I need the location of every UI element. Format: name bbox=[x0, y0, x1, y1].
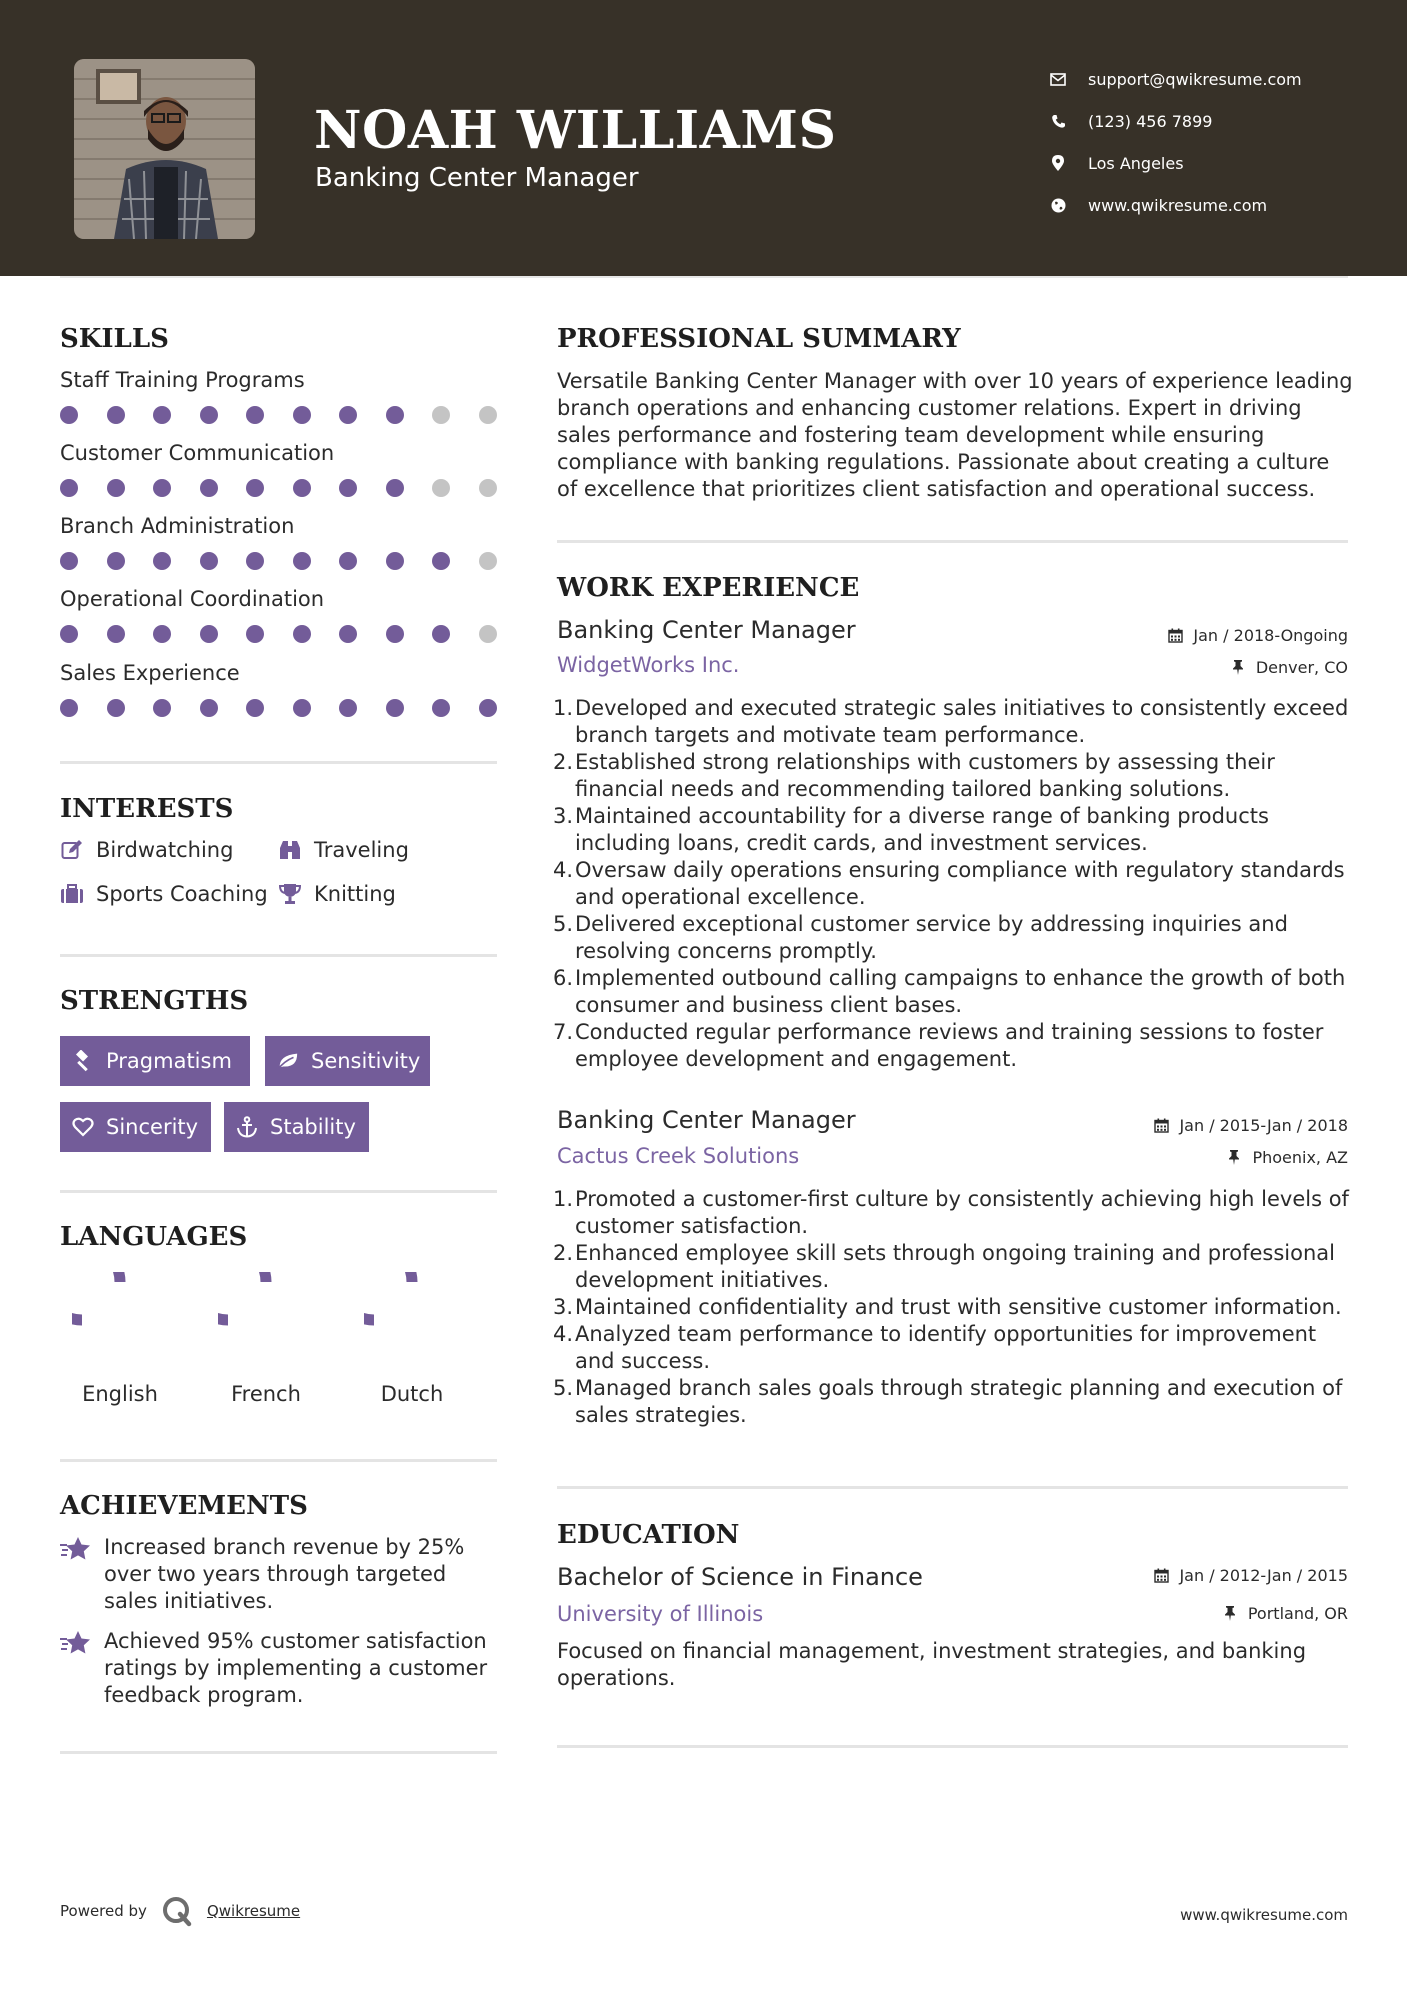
responsibility-item: 1. Promoted a customer-first culture by consistently achieving high levels of customer satisfaction. bbox=[552, 1187, 1349, 1238]
pushpin-icon bbox=[1230, 660, 1246, 676]
summary-text: Versatile Banking Center Manager with over 10 years of experience leading branch operations and enhancing customer relations. Expert in driving sales performance and fostering team development while ensuring compliance with banking regulations. Passionate about creating a culture of excellence that prioritizes client satisfaction and operational success. bbox=[557, 369, 1353, 501]
interest-item bbox=[278, 882, 396, 906]
section-divider bbox=[60, 954, 497, 957]
skill-dot-filled bbox=[339, 479, 357, 497]
interest-label: Sports Coaching bbox=[96, 882, 268, 906]
strength-badge bbox=[265, 1036, 430, 1086]
skill-name: Staff Training Programs bbox=[60, 368, 305, 392]
skill-dot-filled bbox=[246, 625, 264, 643]
skill-dot-filled bbox=[432, 699, 450, 717]
skill-dot-filled bbox=[293, 406, 311, 424]
responsibility-item: 3. Maintained confidentiality and trust with sensitive customer information. bbox=[552, 1295, 1342, 1319]
language-proficiency-arc bbox=[72, 1272, 120, 1320]
section-divider bbox=[557, 540, 1348, 543]
trophy-icon bbox=[278, 882, 302, 906]
header-divider bbox=[60, 276, 1348, 278]
globe-icon bbox=[1050, 197, 1066, 213]
section-divider bbox=[60, 1751, 497, 1754]
skill-dot-filled bbox=[107, 552, 125, 570]
strength-label: Pragmatism bbox=[106, 1049, 232, 1073]
strengths-heading: STRENGTHS bbox=[60, 986, 249, 1016]
skill-name: Customer Communication bbox=[60, 441, 335, 465]
gavel-icon bbox=[72, 1050, 94, 1072]
skill-dot-filled bbox=[200, 625, 218, 643]
strength-badge bbox=[60, 1102, 211, 1152]
education-heading: EDUCATION bbox=[557, 1520, 740, 1550]
strength-label: Sincerity bbox=[106, 1115, 199, 1139]
achievements-heading: ACHIEVEMENTS bbox=[60, 1491, 308, 1521]
responsibility-item: 4. Analyzed team performance to identify opportunities for improvement and success. bbox=[552, 1322, 1317, 1373]
skill-dot-filled bbox=[60, 625, 78, 643]
contact-phone[interactable] bbox=[1050, 100, 1302, 142]
skill-dot-filled bbox=[246, 552, 264, 570]
skill-dot-filled bbox=[200, 479, 218, 497]
skill-dot-filled bbox=[153, 479, 171, 497]
strength-label: Stability bbox=[270, 1115, 356, 1139]
achievement-text: Achieved 95% customer satisfaction ratings by implementing a customer feedback program. bbox=[104, 1629, 488, 1707]
skill-dot-filled bbox=[107, 406, 125, 424]
skill-dot-filled bbox=[153, 552, 171, 570]
job-location-text: Phoenix, AZ bbox=[1252, 1148, 1348, 1167]
contact-location bbox=[1050, 142, 1302, 184]
education-dates bbox=[1153, 1566, 1348, 1585]
binoculars-icon bbox=[278, 838, 302, 862]
calendar-icon bbox=[1153, 1568, 1169, 1584]
skill-dot-filled bbox=[293, 552, 311, 570]
achievement-item bbox=[60, 1534, 500, 1615]
powered-by-label: Powered by bbox=[60, 1902, 147, 1920]
skill-dot-filled bbox=[386, 479, 404, 497]
responsibility-item: 3. Maintained accountability for a diverse range of banking products including loans, credit cards, and investment services. bbox=[552, 804, 1269, 855]
skill-dot-filled bbox=[107, 699, 125, 717]
job-location bbox=[1226, 1148, 1348, 1167]
heart-icon bbox=[72, 1116, 94, 1138]
responsibility-item: 2. Enhanced employee skill sets through ongoing training and professional development initiatives. bbox=[552, 1241, 1335, 1292]
interest-label: Birdwatching bbox=[96, 838, 234, 862]
skill-dot-filled bbox=[293, 625, 311, 643]
skill-dot-filled bbox=[200, 699, 218, 717]
skill-dot-filled bbox=[60, 699, 78, 717]
brand-link[interactable]: Qwikresume bbox=[206, 1902, 301, 1920]
skill-dot-filled bbox=[200, 406, 218, 424]
skill-dot-filled bbox=[246, 406, 264, 424]
skill-dot-filled bbox=[339, 406, 357, 424]
contact-website[interactable] bbox=[1050, 184, 1302, 226]
interest-label: Traveling bbox=[314, 838, 409, 862]
contact-location-text: Los Angeles bbox=[1088, 153, 1184, 173]
language-label: Dutch bbox=[380, 1382, 444, 1406]
skill-dot-filled bbox=[386, 552, 404, 570]
skill-dot-filled bbox=[386, 699, 404, 717]
language-proficiency-arc bbox=[364, 1272, 412, 1320]
envelope-icon bbox=[1050, 71, 1066, 87]
degree-title: Bachelor of Science in Finance bbox=[557, 1563, 923, 1591]
language-ring bbox=[364, 1272, 460, 1368]
achievement-item bbox=[60, 1628, 500, 1709]
languages-heading: LANGUAGES bbox=[60, 1222, 248, 1252]
skill-dot-filled bbox=[293, 699, 311, 717]
skill-dot-filled bbox=[339, 625, 357, 643]
strength-label: Sensitivity bbox=[311, 1049, 421, 1073]
skill-dot-empty bbox=[432, 406, 450, 424]
responsibility-item: 7. Conducted regular performance reviews and training sessions to foster employee development and engagement. bbox=[552, 1020, 1324, 1071]
contact-email[interactable] bbox=[1050, 58, 1302, 100]
calendar-icon bbox=[1153, 1118, 1169, 1134]
achievement-text: Increased branch revenue by 25% over two years through targeted sales initiatives. bbox=[104, 1535, 465, 1613]
skill-dot-filled bbox=[60, 479, 78, 497]
footer-url[interactable]: www.qwikresume.com bbox=[1180, 1906, 1348, 1924]
leaf-icon bbox=[277, 1050, 299, 1072]
skill-dot-filled bbox=[200, 552, 218, 570]
skill-dot-empty bbox=[479, 479, 497, 497]
responsibility-item: 6. Implemented outbound calling campaigns to enhance the growth of both consumer and business client bases. bbox=[552, 966, 1346, 1017]
pushpin-icon bbox=[1222, 1606, 1238, 1622]
language-ring bbox=[218, 1272, 314, 1368]
job-title: Banking Center Manager bbox=[557, 616, 856, 644]
contact-list bbox=[1050, 58, 1302, 226]
pushpin-icon bbox=[1226, 1150, 1242, 1166]
calendar-icon bbox=[1167, 628, 1183, 644]
footer-branding bbox=[60, 1895, 300, 1927]
star-icon bbox=[60, 1536, 94, 1615]
interests-heading: INTERESTS bbox=[60, 794, 234, 824]
interest-label: Knitting bbox=[314, 882, 396, 906]
strength-badge bbox=[224, 1102, 369, 1152]
section-divider bbox=[557, 1486, 1348, 1489]
job-dates-text: Jan / 2018-Ongoing bbox=[1193, 626, 1348, 645]
skill-dot-filled bbox=[293, 479, 311, 497]
interest-item bbox=[60, 882, 268, 906]
section-divider bbox=[60, 1459, 497, 1462]
skill-dot-filled bbox=[153, 625, 171, 643]
education-location-text: Portland, OR bbox=[1247, 1604, 1348, 1623]
qwikresume-logo-icon bbox=[161, 1895, 193, 1927]
job-dates bbox=[1167, 626, 1348, 645]
job-location bbox=[1230, 658, 1348, 677]
phone-icon bbox=[1050, 113, 1066, 129]
company-name: WidgetWorks Inc. bbox=[557, 653, 740, 677]
skill-dot-filled bbox=[432, 625, 450, 643]
responsibility-list bbox=[552, 695, 1357, 1073]
education-description: Focused on financial management, investment strategies, and banking operations. bbox=[557, 1639, 1307, 1690]
strength-badge bbox=[60, 1036, 250, 1086]
skill-dot-filled bbox=[107, 625, 125, 643]
language-proficiency-arc bbox=[218, 1272, 266, 1320]
resume-header bbox=[0, 0, 1407, 276]
job-dates bbox=[1153, 1116, 1348, 1135]
skill-dot-filled bbox=[246, 699, 264, 717]
company-name: Cactus Creek Solutions bbox=[557, 1144, 800, 1168]
skill-dot-filled bbox=[60, 552, 78, 570]
skills-heading: SKILLS bbox=[60, 324, 169, 354]
responsibility-list bbox=[552, 1186, 1357, 1429]
skill-dot-filled bbox=[246, 479, 264, 497]
language-ring bbox=[72, 1272, 168, 1368]
skill-dot-filled bbox=[107, 479, 125, 497]
responsibility-item: 4. Oversaw daily operations ensuring compliance with regulatory standards and operational excellence. bbox=[552, 858, 1345, 909]
job-location-text: Denver, CO bbox=[1255, 658, 1348, 677]
section-divider bbox=[60, 761, 497, 764]
responsibility-item: 2. Established strong relationships with customers by assessing their financial needs and recommending tailored banking solutions. bbox=[552, 750, 1275, 801]
education-dates-text: Jan / 2012-Jan / 2015 bbox=[1179, 1566, 1348, 1585]
skill-dot-filled bbox=[153, 406, 171, 424]
skill-name: Operational Coordination bbox=[60, 587, 325, 611]
skill-dot-filled bbox=[153, 699, 171, 717]
contact-phone-text: (123) 456 7899 bbox=[1088, 111, 1213, 131]
contact-website-text: www.qwikresume.com bbox=[1088, 195, 1268, 215]
section-divider bbox=[60, 1190, 497, 1193]
skill-name: Branch Administration bbox=[60, 514, 295, 538]
interest-item bbox=[60, 838, 233, 862]
responsibility-item: 5. Managed branch sales goals through strategic planning and execution of sales strategies. bbox=[552, 1376, 1343, 1427]
job-dates-text: Jan / 2015-Jan / 2018 bbox=[1179, 1116, 1348, 1135]
candidate-title: Banking Center Manager bbox=[315, 163, 639, 193]
pencil-square-icon bbox=[60, 838, 84, 862]
profile-photo bbox=[74, 59, 255, 239]
skill-dot-filled bbox=[60, 406, 78, 424]
skill-dot-empty bbox=[479, 552, 497, 570]
map-pin-icon bbox=[1050, 155, 1066, 171]
job-title: Banking Center Manager bbox=[557, 1106, 856, 1134]
anchor-icon bbox=[236, 1116, 258, 1138]
responsibility-item: 5. Delivered exceptional customer service by addressing inquiries and resolving concerns promptly. bbox=[552, 912, 1288, 963]
section-divider bbox=[557, 1745, 1348, 1748]
interest-item bbox=[278, 838, 409, 862]
experience-heading: WORK EXPERIENCE bbox=[557, 573, 860, 603]
skill-dot-filled bbox=[339, 552, 357, 570]
skill-dot-filled bbox=[432, 552, 450, 570]
responsibility-item: 1. Developed and executed strategic sales initiatives to consistently exceed branch targets and motivate team performance. bbox=[552, 696, 1349, 747]
star-icon bbox=[60, 1630, 94, 1709]
briefcase-icon bbox=[60, 882, 84, 906]
skill-dot-filled bbox=[386, 406, 404, 424]
school-name: University of Illinois bbox=[557, 1602, 764, 1626]
candidate-name: NOAH WILLIAMS bbox=[314, 100, 837, 161]
skill-dot-filled bbox=[386, 625, 404, 643]
skill-dot-filled bbox=[339, 699, 357, 717]
education-location bbox=[1222, 1604, 1348, 1623]
summary-heading: PROFESSIONAL SUMMARY bbox=[557, 324, 961, 354]
skill-name: Sales Experience bbox=[60, 661, 240, 685]
language-item bbox=[50, 1272, 190, 1406]
skill-dot-filled bbox=[479, 699, 497, 717]
skill-dot-empty bbox=[479, 406, 497, 424]
language-item bbox=[196, 1272, 336, 1406]
skill-dot-empty bbox=[432, 479, 450, 497]
contact-email-text: support@qwikresume.com bbox=[1088, 69, 1302, 89]
language-label: French bbox=[231, 1382, 301, 1406]
skill-dot-empty bbox=[479, 625, 497, 643]
language-label: English bbox=[82, 1382, 158, 1406]
language-item bbox=[342, 1272, 482, 1406]
